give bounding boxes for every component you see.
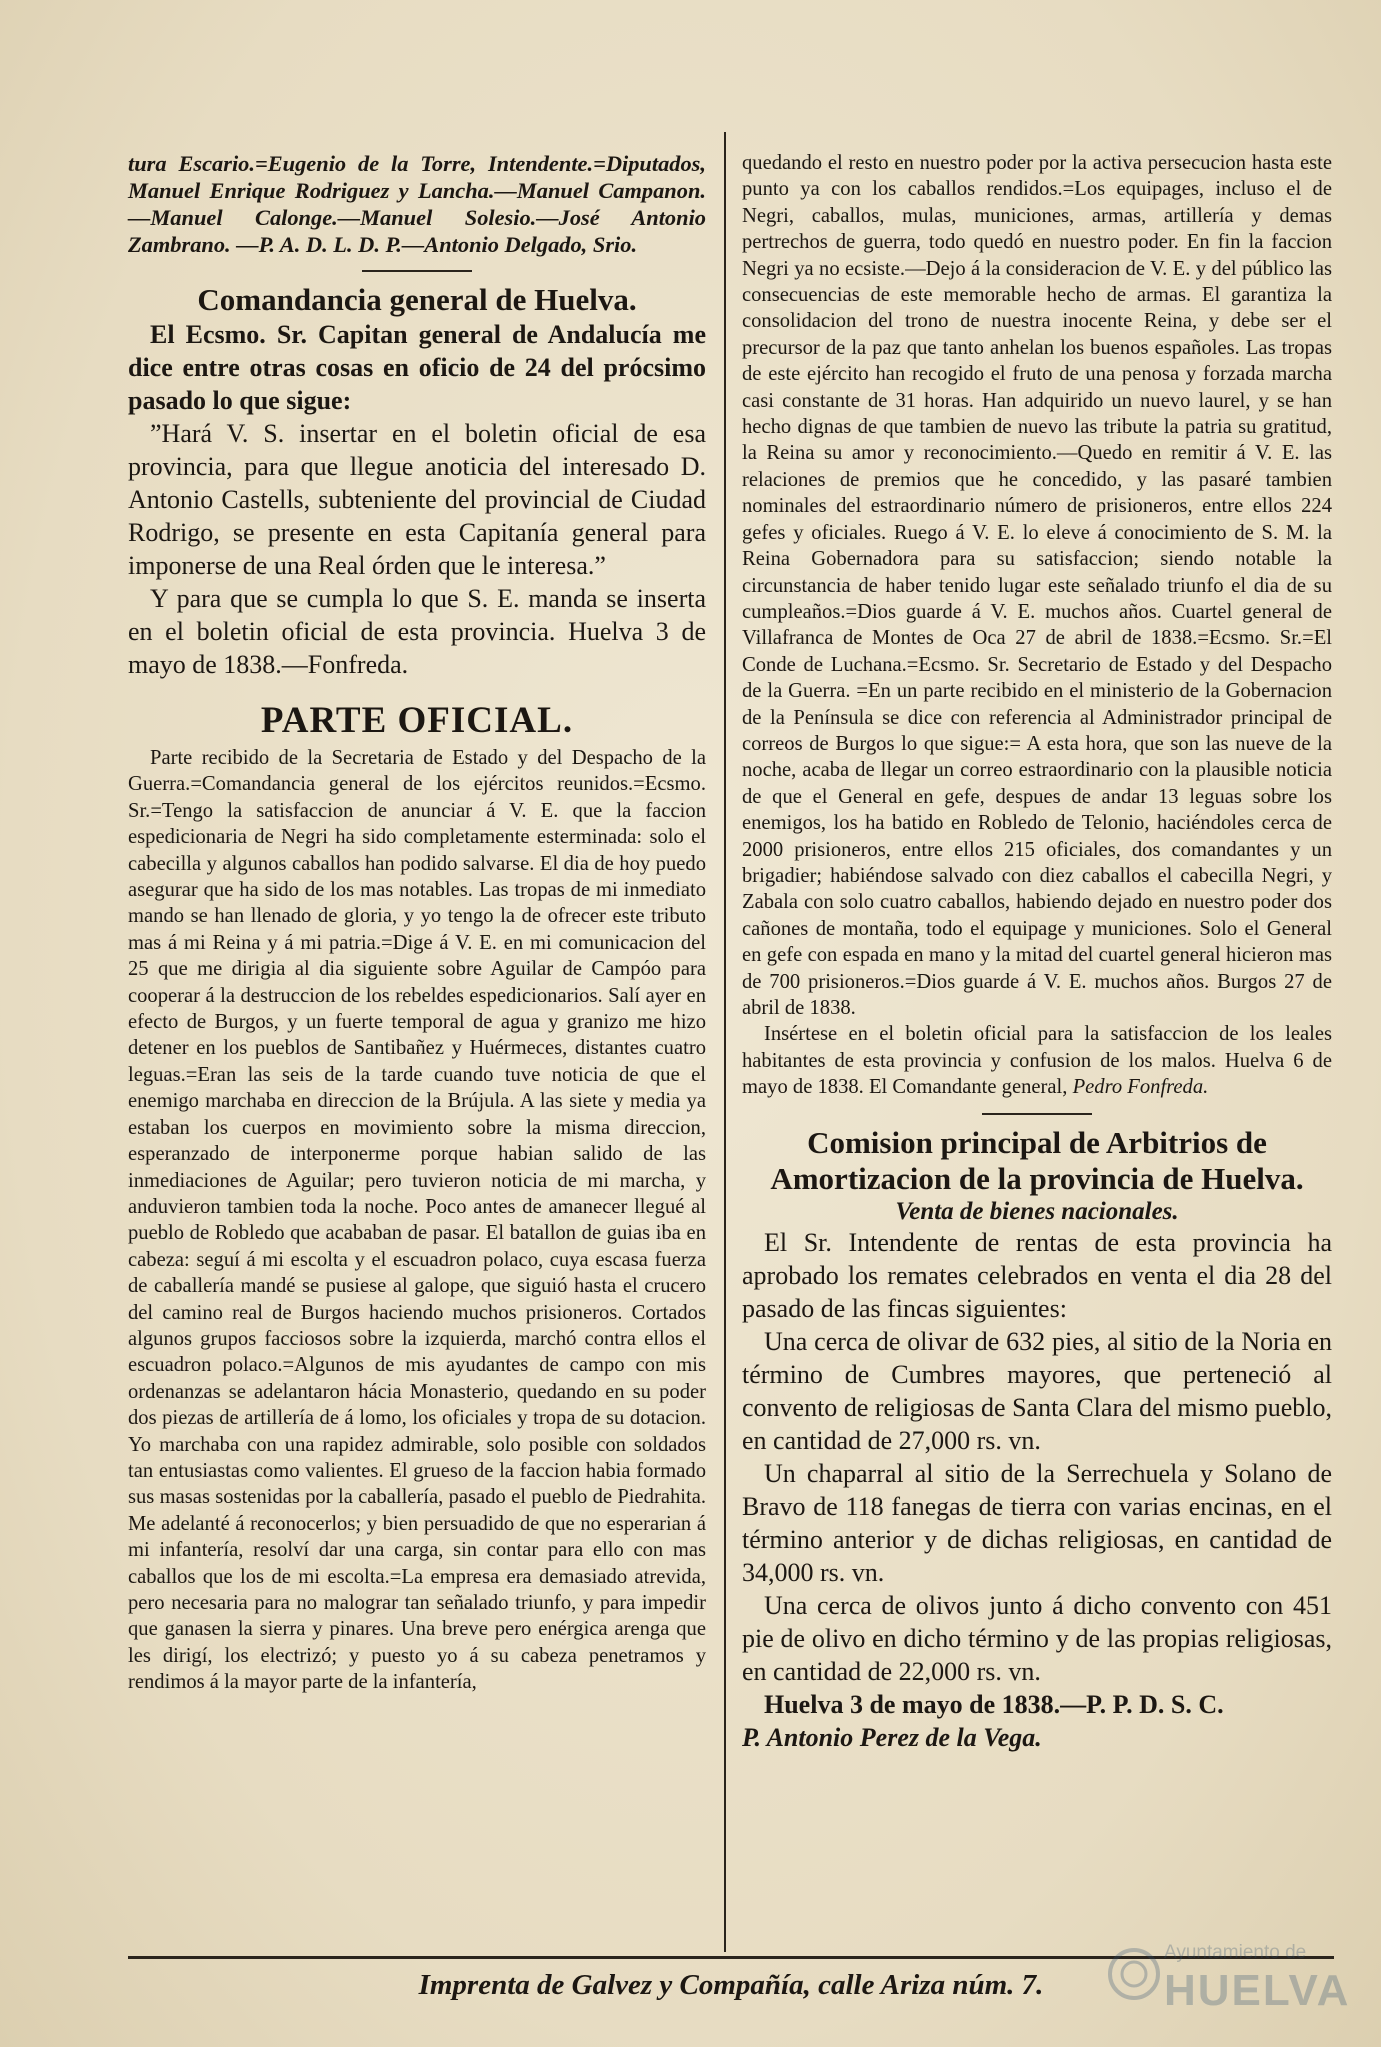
- watermark: [1106, 1920, 1356, 2030]
- finca-2: Un chaparral al sitio de la Serrechuela y Solano de Bravo de 118 fanegas de tierra con varias encinas, en el término anterior y de dichas religiosas, en cantidad de 34,000 rs. vn.: [742, 1458, 1332, 1587]
- parte-oficial-text: Parte recibido de la Secretaria de Estado y del Despacho de la Guerra.=Comandancia general de los ejércitos reunidos.=Ecsmo. Sr.=Tengo la satisfaccion de anunciar á V. E. que la faccion espedicionaria de Negri ha sido completamente esterminada: solo el cabecilla y algunos caballos han podido salvarse. El dia de hoy puedo asegurar que ha sido de los mas notables. Las tropas de mi inmediato mando se han llenado de gloria, y yo tengo la de ofrecer este tributo mas á mi Reina y á mi patria.=Dige á V. E. en mi comunicacion del 25 que me dirigia al dia siguiente sobre Aguilar de Campóo para cooperar á la destruccion de los rebeldes espedicionarios. Salí ayer en efecto de Burgos, y un fuerte temporal de agua y granizo me hizo detener en los pueblos de Santibañez y Huérmeces, distantes cuatro leguas.=Eran las seis de la tarde cuando tuve noticia de que el enemigo marchaba en direccion de la Brújula. A las siete y media ya estaban los cuerpos en movimiento sobre la misma direccion, esperanzado de interponerme porque habian salido de las inmediaciones de Aguilar; pero tuvieron noticia de mi marcha, y anduvieron tambien toda la noche. Poco antes de amanecer llegué al pueblo de Robledo que acababan de pasar. El batallon de guias iba en cabeza: seguí á mi escolta y el escuadron polaco, cuya escasa fuerza de caballería mandé se pusiese al galope, que siguió hasta el crucero del camino real de Burgos haciendo muchos prisioneros. Cortados algunos grupos facciosos sobre la izquierda, marchó contra ellos el escuadron polaco.=Algunos de mis ayudantes de campo con mis ordenanzas se adelantaron hácia Monasterio, quedando en su poder dos piezas de artillería de á lomo, los oficiales y tropa de su dotacion. Yo marchaba con una rapidez admirable, solo posible con soldados tan entusiastas como valientes. El grueso de la faccion habia formado sus masas sostenidas por la caballería, pasado el pueblo de Piedrahita. Me adelanté á reconocerlos; y bien persuadido de que no esperarian á mi infantería, resolví dar una carga, sin contar para ello con mas caballos que los de mi escolta.=La empresa era demasiado atrevida, pero necesaria para no malograr tan señalado triunfo, y para impedir que ganasen la sierra y pinares. Una breve pero enérgica arenga que les dirigí, los electrizó; y puesto yo á su cabeza penetramos y rendimos á la mayor parte de la infantería,: [128, 747, 706, 1694]
- imprenta-footer: Imprenta de Galvez y Compañía, calle Ariza núm. 7.: [418, 1969, 1044, 2001]
- finca-1: Una cerca de olivar de 632 pies, al sitio de la Noria en término de Cumbres mayores, que perteneció al convento de religiosas de Santa Clara del mismo pueblo, en cantidad de 27,000 rs. vn.: [742, 1326, 1332, 1455]
- right-column: [742, 150, 1332, 1754]
- insertese-signature: Pedro Fonfreda.: [1072, 1076, 1209, 1099]
- parte-oficial-title: PARTE OFICIAL.: [260, 700, 574, 741]
- column-divider: [724, 132, 726, 1952]
- left-column: [128, 150, 706, 1696]
- watermark-small-text: Ayuntamiento de: [1164, 1942, 1307, 1963]
- comision-signature: P. Antonio Perez de la Vega.: [742, 1722, 1042, 1752]
- comandancia-paragraph-1: El Ecsmo. Sr. Capitan general de Andalucía me dice entre otras cosas en oficio de 24 del prócsimo pasado lo que sigue:: [128, 320, 706, 415]
- insertese-paragraph: [742, 1021, 1332, 1100]
- parte-oficial-continued: quedando el resto en nuestro poder por la activa persecucion hasta este punto ya con los caballos rendidos.=Los equipages, incluso el de Negri, caballos, mulas, municiones, armas, artillería y demas pertrechos de guerra, todo quedó en nuestro poder. En fin la faccion Negri ya no ecsiste.—Dejo á la consideracion de V. E. y del público las consecuencias de este memorable hecho de armas. El garantiza la consolidacion del trono de nuestra inocente Reina, y debe ser el precursor de la paz que tanto anhelan los buenos españoles. Las tropas de este ejército han recogido el fruto de una penosa y forzada marcha casi constante de 31 horas. Han adquirido un nuevo laurel, y se han hecho dignas de que tambien de nuevo las tribute la patria su gratitud, la Reina su amor y reconocimiento.—Quedo en remitir á V. E. las relaciones de premios que he concedido, y las pasaré tambien nominales del estraordinario número de prisioneros, entre ellos 224 gefes y oficiales. Ruego á V. E. lo eleve á conocimiento de S. M. la Reina Gobernadora para su satisfaccion; siendo notable la circunstancia de haber tenido lugar este señalado triunfo el dia de su cumpleaños.=Dios guarde á V. E. muchos años. Cuartel general de Villafranca de Montes de Oca 27 de abril de 1838.=Ecsmo. Sr.=El Conde de Luchana.=Ecsmo. Sr. Secretario de Estado y del Despacho de la Guerra. =En un parte recibido en el ministerio de la Gobernacion de la Península se dice con referencia al Administrador principal de correos de Burgos lo que sigue:= A esta hora, que son las nueve de la noche, acaba de llegar un correo estraordinario con la plausible noticia de que el General en gefe, despues de andar 13 leguas sobre los enemigos, los ha batido en Robledo de Telonio, haciéndoles cerca de 2000 prisioneros, entre ellos 215 oficiales, dos comandantes y un brigadier; habiéndose salvado con diez caballos el cabecilla Negri, y Zabala con solo cuatro caballos, habiendo dejado en nuestro poder dos cañones de montaña, todo el equipage y municiones. Solo el General en gefe con espada en mano y la mitad del cuartel general hicieron mas de 700 prisioneros.=Dios guarde á V. E. muchos años. Burgos 27 de abril de 1838.: [742, 152, 1332, 1019]
- comision-title-line-2: Amortizacion de la provincia de Huelva.: [770, 1160, 1304, 1196]
- venta-subtitle: Venta de bienes nacionales.: [895, 1197, 1179, 1225]
- comandancia-title: Comandancia general de Huelva.: [197, 282, 637, 317]
- finca-3: Una cerca de olivos junto á dicho convento con 451 pie de olivo en dicho término y de las propias religiosas, en cantidad de 22,000 rs. vn.: [742, 1590, 1332, 1686]
- city-seal-icon: [1106, 1946, 1162, 2002]
- comandancia-paragraph-3: Y para que se cumpla lo que S. E. manda se inserta en el boletin oficial de esta provincia. Huelva 3 de mayo de 1838.—Fonfreda.: [128, 584, 706, 679]
- signatures-block: tura Escario.=Eugenio de la Torre, Intendente.=Diputados, Manuel Enrique Rodriguez y Lancha.—Manuel Campanon.—Manuel Calonge.—Manuel Solesio.—José Antonio Zambrano. —P. A. D. L. D. P.—Antonio Delgado, Srio.: [128, 151, 706, 257]
- comision-title-line-1: Comision principal de Arbitrios de: [807, 1124, 1267, 1160]
- comision-date: Huelva 3 de mayo de 1838.—P. P. D. S. C.: [764, 1689, 1224, 1719]
- watermark-big-text: HUELVA: [1164, 1966, 1351, 2015]
- insertese-text: Insértese en el boletin oficial para la satisfaccion de los leales habitantes de esta provincia y confusion de los malos. Huelva 6 de mayo de 1838. El Comandante general,: [742, 1023, 1332, 1099]
- intendente-paragraph: El Sr. Intendente de rentas de esta provincia ha aprobado los remates celebrados en venta el dia 28 del pasado de las fincas siguientes:: [742, 1227, 1332, 1323]
- section-divider: [362, 270, 472, 272]
- comandancia-paragraph-2: ”Hará V. S. insertar en el boletin oficial de esa provincia, para que llegue anoticia del interesado D. Antonio Castells, subteniente del provincial de Ciudad Rodrigo, se presente en esta Capitanía general para imponerse de una Real órden que le interesa.”: [128, 419, 706, 580]
- section-divider-2: [982, 1113, 1092, 1115]
